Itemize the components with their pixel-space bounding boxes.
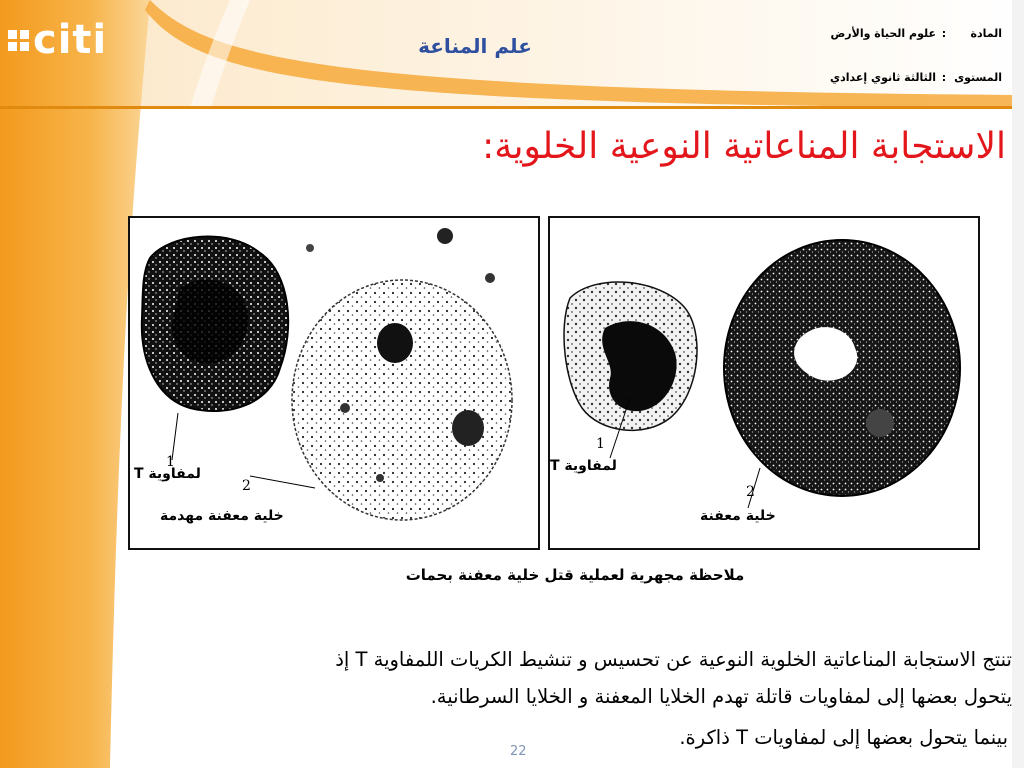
left-label-num-1: 1 bbox=[166, 454, 175, 470]
right-micrograph-panel bbox=[548, 216, 980, 550]
citi-logo bbox=[8, 17, 108, 63]
body-line-2: يتحول بعضها إلى لمفاويات قاتلة تهدم الخلايا المعفنة و الخلايا السرطانية. bbox=[430, 685, 1012, 708]
logo-squares-icon bbox=[8, 30, 29, 51]
level-separator: : bbox=[941, 71, 947, 84]
body-line-1: تنتج الاستجابة المناعاتية الخلوية النوعية عن تحسيس و تنشيط الكريات اللمفاوية T إذ bbox=[335, 648, 1012, 671]
subject-value: علوم الحياة والأرض bbox=[830, 27, 936, 40]
subject-row bbox=[792, 27, 1002, 40]
right-label-infected-cell: خلية معفنة bbox=[700, 508, 776, 524]
infected-cell-micrograph bbox=[550, 218, 978, 548]
right-label-num-2: 2 bbox=[746, 484, 755, 500]
body-line-3: بينما يتحول بعضها إلى لمفاويات T ذاكرة. bbox=[679, 726, 1008, 749]
subject-key: المادة bbox=[970, 27, 1002, 40]
logo-text: citi bbox=[33, 17, 108, 63]
destroyed-cell-micrograph bbox=[130, 218, 538, 548]
slide-title: الاستجابة المناعاتية النوعية الخلوية: bbox=[482, 126, 1006, 167]
figure-caption: ملاحظة مجهرية لعملية قتل خلية معفنة بحمات bbox=[405, 566, 745, 584]
level-row bbox=[792, 71, 1002, 84]
left-label-destroyed-cell: خلية معفنة مهدمة bbox=[160, 508, 284, 524]
right-label-num-1: 1 bbox=[596, 436, 605, 452]
left-label-num-2: 2 bbox=[242, 478, 251, 494]
page-number: 22 bbox=[510, 744, 527, 759]
right-label-lymphocyte: لمفاوية T bbox=[550, 458, 617, 474]
left-micrograph-panel bbox=[128, 216, 540, 550]
left-label-lymphocyte: لمفاوية T bbox=[134, 466, 201, 482]
level-value: الثالثة ثانوي إعدادي bbox=[830, 71, 936, 84]
level-key: المستوى bbox=[954, 71, 1002, 84]
header-title: علم المناعة bbox=[418, 34, 532, 58]
subject-separator: : bbox=[941, 27, 947, 40]
